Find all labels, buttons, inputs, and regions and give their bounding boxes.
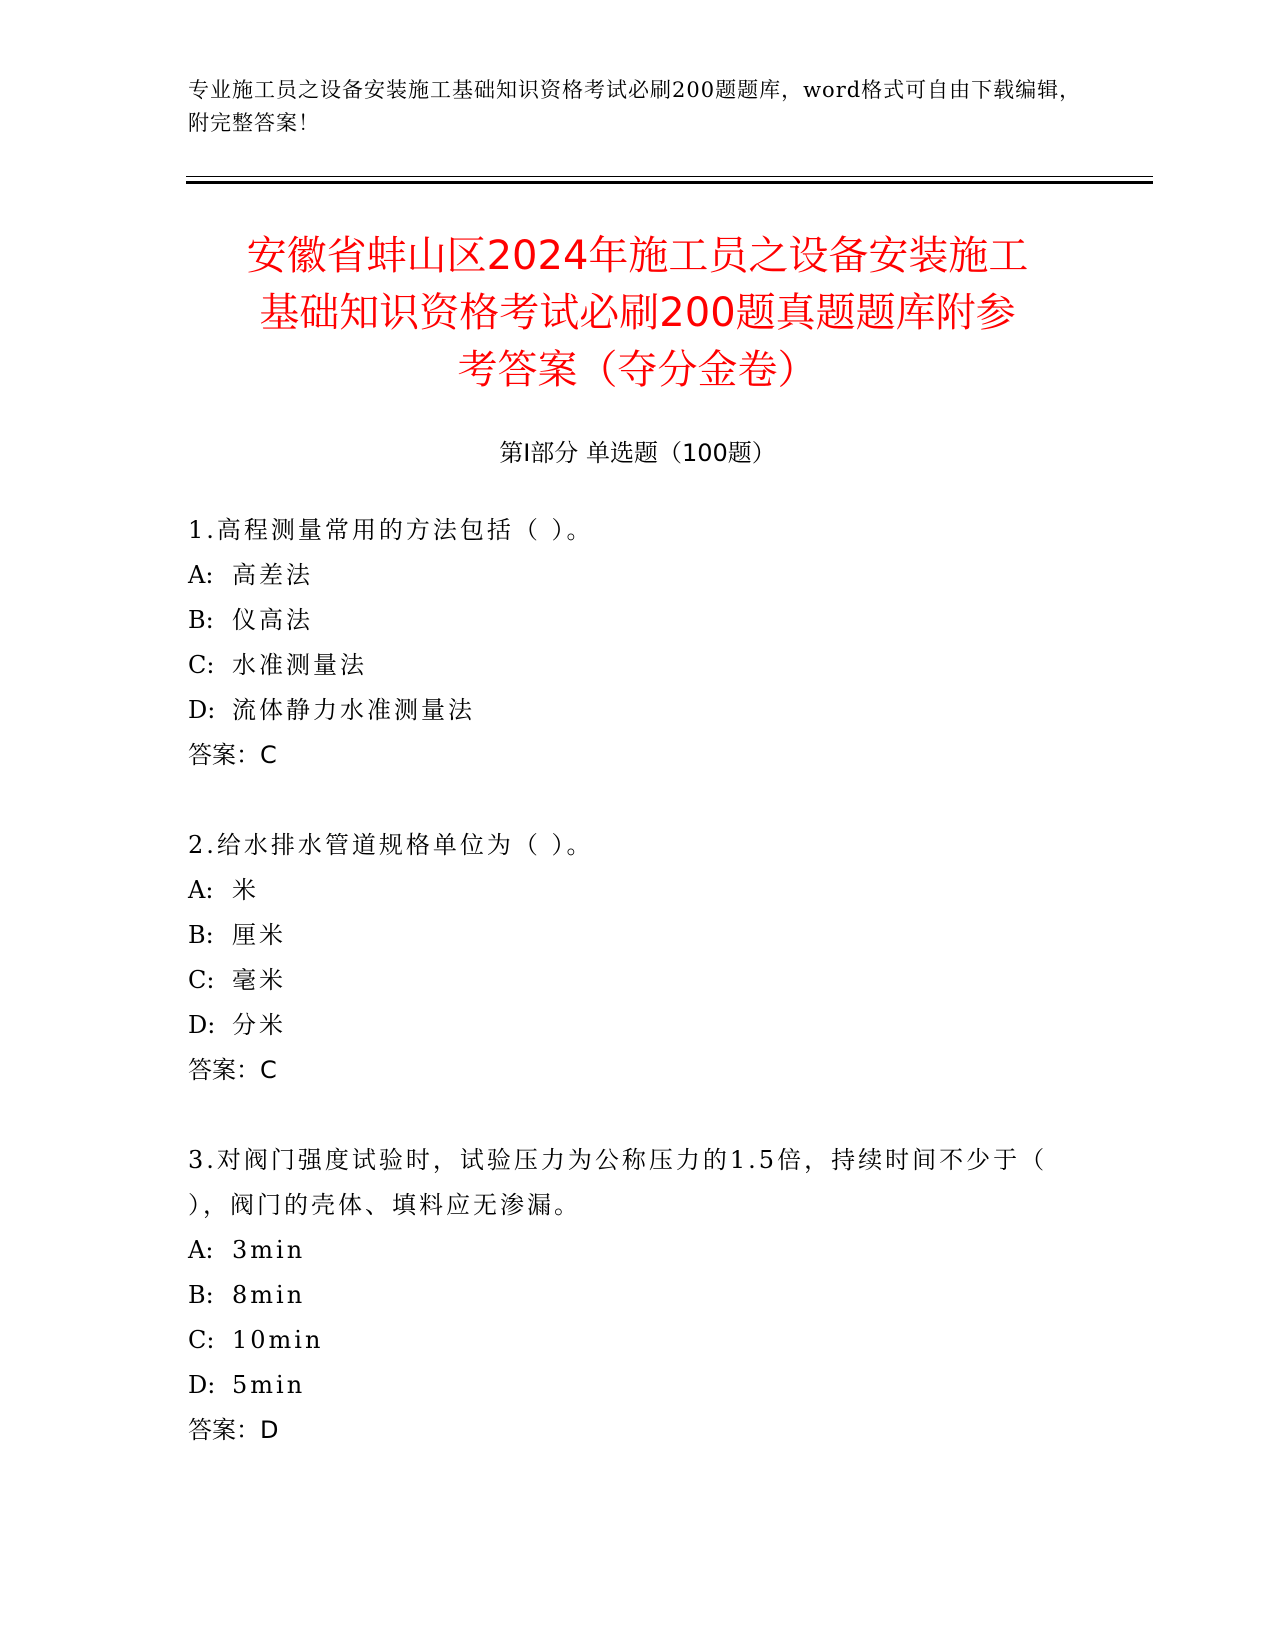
header-rule-thick [186,181,1153,184]
option-key: D: [188,1011,216,1039]
option-key: B: [188,606,214,634]
question-stem: 3.对阀门强度试验时，试验压力为公称压力的1.5倍，持续时间不少于（ ），阀门的壳体、填料应无渗漏。 [188,1146,1048,1219]
option-a [188,868,1088,913]
header-note: 专业施工员之设备安装施工基础知识资格考试必刷200题题库，word格式可自由下载编辑，附完整答案！ [188,78,1082,135]
section-title: 第Ⅰ部分 单选题（100题） [499,439,776,467]
option-a [188,553,1088,598]
option-key: A: [188,1236,214,1264]
option-key: B: [188,1281,214,1309]
question-3 [188,1138,1088,1453]
option-b [188,1273,1088,1318]
option-text: 8min [232,1281,306,1309]
question-stem: 1.高程测量常用的方法包括（ ）。 [188,516,594,544]
option-b [188,598,1088,643]
option-key: A: [188,561,214,589]
option-text: 水准测量法 [232,651,367,679]
question-stem: 2.给水排水管道规格单位为（ ）。 [188,831,594,859]
option-c [188,643,1088,688]
option-d [188,1363,1088,1408]
option-c [188,1318,1088,1363]
option-text: 仪高法 [232,606,313,634]
answer: 答案：C [188,741,277,769]
option-key: C: [188,966,215,994]
option-d [188,1003,1088,1048]
option-key: B: [188,921,214,949]
option-key: C: [188,651,215,679]
option-d [188,688,1088,733]
title-line: 基础知识资格考试必刷200题真题题库附参 [259,290,1016,336]
option-text: 10min [232,1326,324,1354]
option-text: 3min [232,1236,306,1264]
option-b [188,913,1088,958]
option-text: 高差法 [232,561,313,589]
option-c [188,958,1088,1003]
option-key: A: [188,876,214,904]
header-rule-thin [186,176,1153,177]
option-key: C: [188,1326,215,1354]
title-line: 考答案（夺分金卷） [457,347,818,393]
option-text: 分米 [232,1011,286,1039]
option-key: D: [188,696,216,724]
option-text: 米 [232,876,259,904]
question-1 [188,508,1088,778]
option-text: 毫米 [232,966,286,994]
option-text: 厘米 [232,921,286,949]
option-text: 5min [232,1371,306,1399]
question-2 [188,823,1088,1093]
option-a [188,1228,1088,1273]
answer: 答案：D [188,1416,279,1444]
option-key: D: [188,1371,216,1399]
option-text: 流体静力水准测量法 [232,696,475,724]
answer: 答案：C [188,1056,277,1084]
title-line: 安徽省蚌山区2024年施工员之设备安装施工 [246,233,1029,279]
document-title [160,228,1115,399]
